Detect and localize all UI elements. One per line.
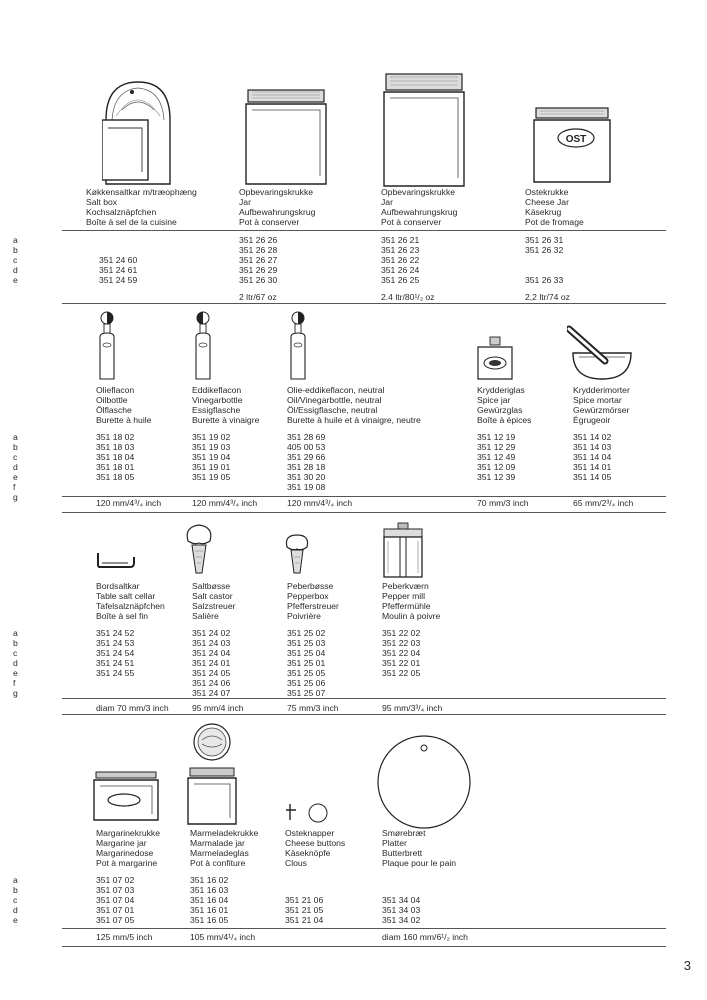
salt-box-illustration <box>102 80 174 186</box>
divider <box>62 928 666 929</box>
product-codes: 351 21 06 351 21 05 351 21 04 <box>285 895 324 925</box>
product-size: 105 mm/4¹/₄ inch <box>190 932 256 942</box>
product-name: Krydderimorter Spice mortar Gewürzmörser Égrugeoir <box>573 385 630 425</box>
product-name: Peberbøsse Pepperbox Pfefferstreuer Poivrière <box>287 581 339 621</box>
divider <box>62 714 666 715</box>
product-codes: 351 26 21 351 26 23 351 26 22 351 26 24 351 26 25 <box>381 235 420 285</box>
product-codes: 351 28 69 405 00 53 351 29 66 351 28 18 351 30 20 351 19 08 <box>287 432 326 492</box>
product-size: 2.4 ltr/80¹/₂ oz <box>381 292 435 302</box>
oil-bottle-illustration <box>96 311 118 381</box>
product-codes: 351 07 02 351 07 03 351 07 04 351 07 01 351 07 05 <box>96 875 135 925</box>
divider <box>62 303 666 304</box>
product-name: Bordsaltkar Table salt cellar Tafelsalznäpfchen Boîte à sel fin <box>96 581 165 621</box>
vinegar-bottle-illustration <box>192 311 214 381</box>
divider <box>62 698 666 699</box>
product-size: 120 mm/4³/₄ inch <box>96 498 162 508</box>
product-size: 2,2 ltr/74 oz <box>525 292 570 302</box>
product-codes: 351 34 04 351 34 03 351 34 02 <box>382 895 421 925</box>
product-name: Margarinekrukke Margarine jar Margarinedose Pot à margarine <box>96 828 160 868</box>
product-codes: 351 12 19 351 12 29 351 12 49 351 12 09 351 12 39 <box>477 432 516 482</box>
product-name: Opbevaringskrukke Jar Aufbewahrungskrug Pot à conserver <box>239 187 316 227</box>
product-name: Saltbøsse Salt castor Salzstreuer Salière <box>192 581 236 621</box>
product-name: Olie-eddikeflacon, neutral Oil/Vinegarbottle, neutral Öl/Essigflasche, neutral Burette à huile et à vinaigre, neutre <box>287 385 421 425</box>
product-size: 2 ltr/67 oz <box>239 292 277 302</box>
row-letters: a b c d e <box>13 235 18 285</box>
product-name: Opbevaringskrukke Jar Aufbewahrungskrug Pot à conserver <box>381 187 458 227</box>
product-name: Krydderiglas Spice jar Gewürzglas Boîte à épices <box>477 385 532 425</box>
product-codes: 351 24 60 351 24 61 351 24 59 <box>99 255 138 285</box>
spice-mortar-illustration <box>567 323 639 383</box>
platter-illustration <box>376 734 472 830</box>
divider <box>62 946 666 947</box>
divider <box>62 512 666 513</box>
product-codes: 351 24 52 351 24 53 351 24 54 351 24 51 351 24 55 <box>96 628 135 678</box>
margarine-jar-illustration <box>92 770 160 824</box>
cheese-jar-illustration <box>530 106 614 186</box>
product-codes: 351 26 26 351 26 28 351 26 27 351 26 29 351 26 30 <box>239 235 278 285</box>
product-name: Eddikeflacon Vinegarbottle Essigflasche Burette à vinaigre <box>192 385 260 425</box>
product-size: 65 mm/2³/₄ inch <box>573 498 634 508</box>
product-codes: 351 18 02 351 18 03 351 18 04 351 18 01 351 18 05 <box>96 432 135 482</box>
product-codes: 351 24 02 351 24 03 351 24 04 351 24 01 351 24 05 351 24 06 351 24 07 <box>192 628 231 698</box>
product-codes: 351 25 02 351 25 03 351 25 04 351 25 01 351 25 05 351 25 06 351 25 07 <box>287 628 326 698</box>
row-letters: a b c d e <box>13 875 18 925</box>
marmalade-jar-illustration <box>186 722 238 826</box>
product-name: Marmeladekrukke Marmalade jar Marmeladeglas Pot à confiture <box>190 828 259 868</box>
product-codes: 351 16 02 351 16 03 351 16 04 351 16 01 351 16 05 <box>190 875 229 925</box>
spice-jar-illustration <box>474 335 516 383</box>
salt-castor-illustration <box>182 523 216 575</box>
product-name: Ostekrukke Cheese Jar Käsekrug Pot de fromage <box>525 187 584 227</box>
table-salt-cellar-illustration <box>96 551 136 569</box>
product-name: Osteknapper Cheese buttons Käseknöpfe Clous <box>285 828 346 868</box>
product-name: Smørebræt Platter Butterbrett Plaque pour le pain <box>382 828 457 868</box>
divider <box>62 496 666 497</box>
product-size: 120 mm/4³/₄ inch <box>287 498 353 508</box>
row-letters: a b c d e f g <box>13 628 18 698</box>
jar-2ltr-illustration <box>242 88 330 188</box>
product-size: diam 70 mm/3 inch <box>96 703 169 713</box>
product-size: diam 160 mm/6¹/₂ inch <box>382 932 468 942</box>
product-name: Olieflacon Oilbottle Ölflasche Burette à huile <box>96 385 152 425</box>
pepper-mill-illustration <box>380 521 426 579</box>
product-size: 95 mm/3³/₄ inch <box>382 703 443 713</box>
product-size: 75 mm/3 inch <box>287 703 339 713</box>
jar-2-4ltr-illustration <box>380 72 468 190</box>
product-name: Peberkværn Pepper mill Pfeffermühle Moulin à poivre <box>382 581 441 621</box>
divider <box>62 230 666 231</box>
product-codes: 351 19 02 351 19 03 351 19 04 351 19 01 351 19 05 <box>192 432 231 482</box>
page-number: 3 <box>683 958 691 973</box>
ost-label: OST <box>565 134 587 145</box>
product-size: 120 mm/4³/₄ inch <box>192 498 258 508</box>
product-codes: 351 26 31 351 26 32 351 26 33 <box>525 235 564 285</box>
pepperbox-illustration <box>282 533 312 575</box>
product-codes: 351 14 02 351 14 03 351 14 04 351 14 01 351 14 05 <box>573 432 612 482</box>
product-codes: 351 22 02 351 22 03 351 22 04 351 22 01 351 22 05 <box>382 628 421 678</box>
cheese-buttons-illustration <box>284 800 330 826</box>
product-size: 95 mm/4 inch <box>192 703 244 713</box>
product-size: 70 mm/3 inch <box>477 498 529 508</box>
product-size: 125 mm/5 inch <box>96 932 153 942</box>
product-name: Køkkensaltkar m/træophæng Salt box Kochsalznäpfchen Boîte à sel de la cuisine <box>86 187 197 227</box>
oil-vinegar-bottle-illustration <box>287 311 309 381</box>
row-letters: a b c d e f g <box>13 432 18 502</box>
